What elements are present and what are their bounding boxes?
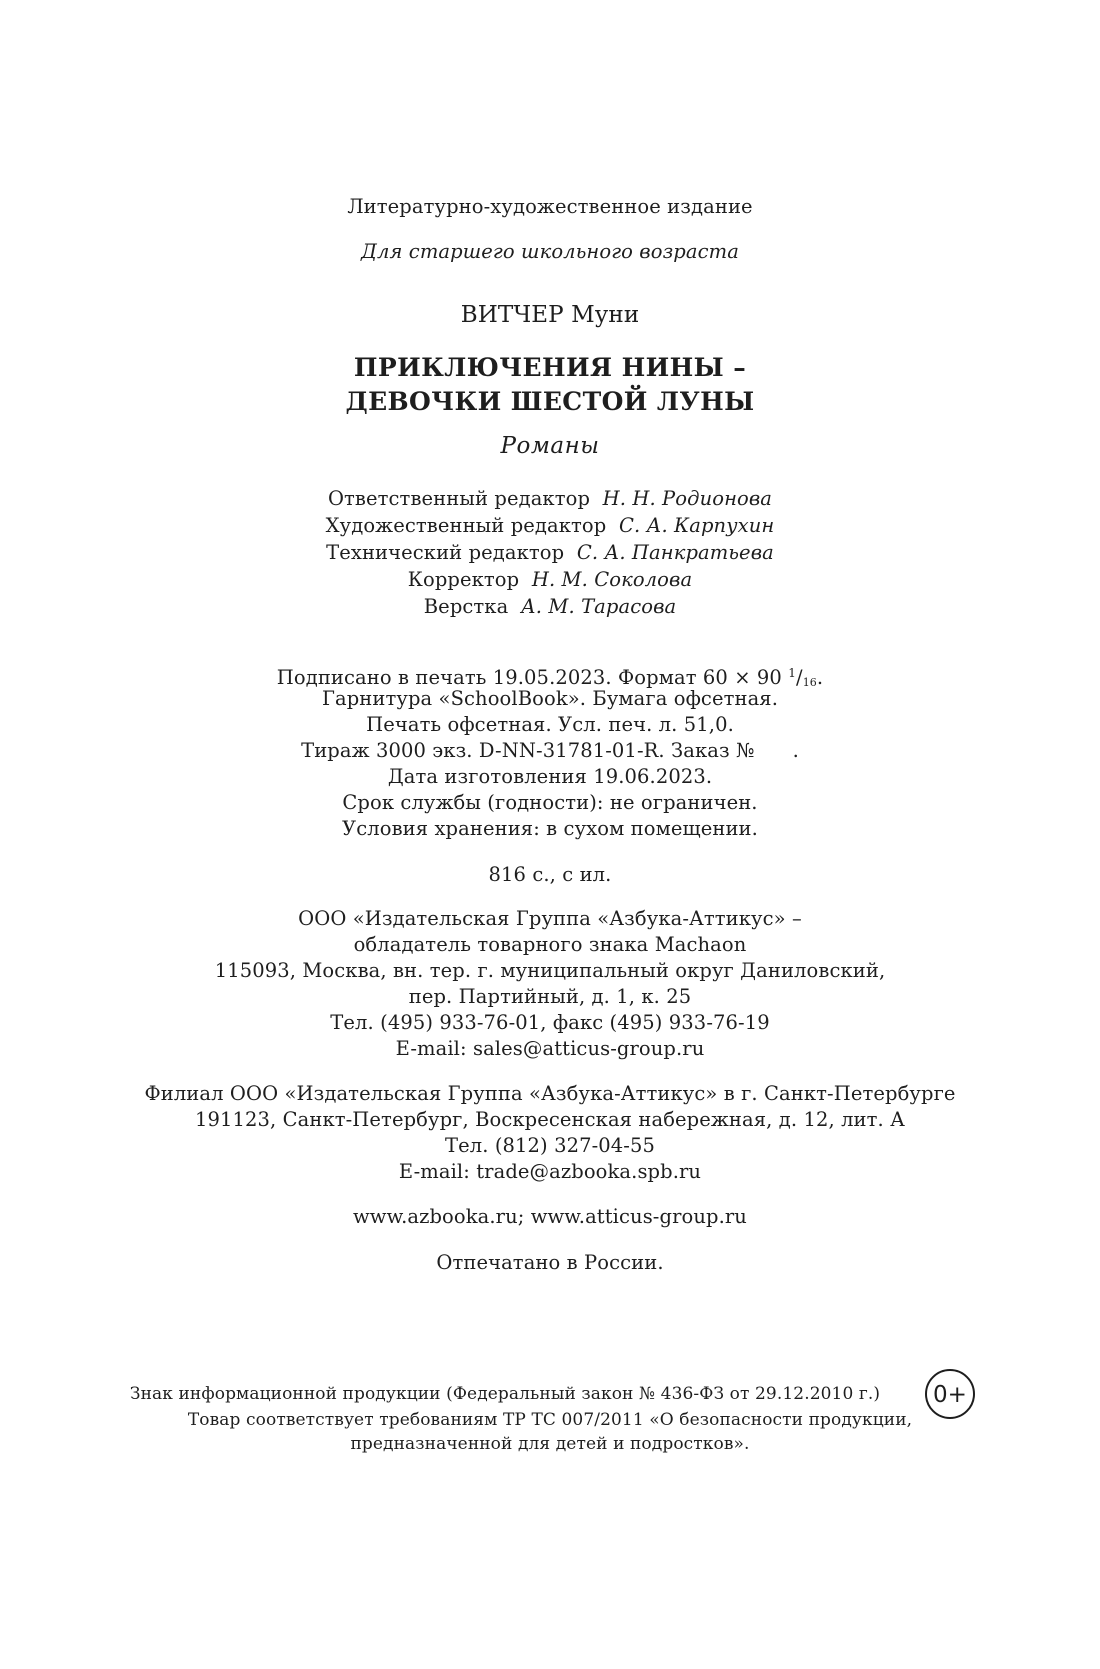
book-title-line-1: ПРИКЛЮЧЕНИЯ НИНЫ – [353,353,747,382]
editor-role: Технический редактор [326,541,565,564]
publisher-line: обладатель товарного знака Machaon [353,933,747,956]
editor-name: С. А. Панкратьева [576,541,774,564]
editor-row [0,567,1100,593]
format-denominator: 16 [802,676,817,689]
editor-name: Н. М. Соколова [531,568,693,591]
typeface-line: Гарнитура «SchoolBook». Бумага офсетная. [321,687,779,710]
publisher-line: ООО «Издательская Группа «Азбука-Аттикус» – [298,907,802,930]
printing-line: Печать офсетная. Усл. печ. л. 51,0. [366,713,734,736]
info-sign-text: Знак информационной продукции (Федеральный закон № 436-ФЗ от 29.12.2010 г.) [129,1384,881,1404]
branch-address: 191123, Санкт-Петербург, Воскресенская набережная, д. 12, лит. А [194,1108,906,1131]
websites: www.azbooka.ru; www.atticus-group.ru [353,1205,747,1228]
format-end: . [816,666,824,689]
editor-role: Корректор [407,568,520,591]
edition-type: Литературно-художественное издание [347,195,753,218]
page-count: 816 с., с ил. [488,863,612,886]
editor-role: Художественный редактор [325,514,607,537]
print-run-end: . [792,739,799,762]
editor-row [0,513,1100,539]
age-rating-badge: 0+ [925,1369,975,1419]
editor-row [0,594,1100,620]
storage-conditions: Условия хранения: в сухом помещении. [342,817,758,840]
manufacture-date: Дата изготовления 19.06.2023. [387,765,713,788]
editor-name: С. А. Карпухин [618,514,775,537]
publisher-email: E-mail: sales@atticus-group.ru [395,1037,705,1060]
editor-row [0,486,1100,512]
print-signed: Подписано в печать 19.05.2023. Формат 60 × 90 [276,666,782,689]
compliance-line: предназначенной для детей и подростков». [350,1434,750,1454]
format-numerator: 1 [788,666,797,680]
publisher-phone: Тел. (495) 933-76-01, факс (495) 933-76-19 [330,1011,770,1034]
editor-row [0,540,1100,566]
editor-name: Н. Н. Родионова [602,487,773,510]
shelf-life: Срок службы (годности): не ограничен. [342,791,758,814]
compliance-line: Товар соответствует требованиям ТР ТС 007/2011 «О безопасности продукции, [187,1410,913,1430]
editor-role: Ответственный редактор [327,487,591,510]
book-genre: Романы [500,433,600,459]
book-title-line-2: ДЕВОЧКИ ШЕСТОЙ ЛУНЫ [345,387,755,416]
branch-phone: Тел. (812) 327-04-55 [445,1134,655,1157]
author-name: ВИТЧЕР Муни [460,302,640,328]
editor-name: А. М. Тарасова [520,595,677,618]
publisher-address: пер. Партийный, д. 1, к. 25 [408,985,692,1008]
print-run-line [0,738,1100,764]
printed-in: Отпечатано в России. [436,1251,664,1274]
editor-role: Верстка [423,595,509,618]
age-audience: Для старшего школьного возраста [361,240,739,263]
print-signed-line: Подписано в печать 19.05.2023. Формат 60 × 90 $^1/_{16}$. [276,666,824,689]
branch-line: Филиал ООО «Издательская Группа «Азбука-Аттикус» в г. Санкт-Петербурге [144,1082,956,1105]
publisher-address: 115093, Москва, вн. тер. г. муниципальный округ Даниловский, [214,959,886,982]
print-run: Тираж 3000 экз. D-NN-31781-01-R. Заказ № [301,739,755,762]
branch-email: E-mail: trade@azbooka.spb.ru [398,1160,702,1183]
